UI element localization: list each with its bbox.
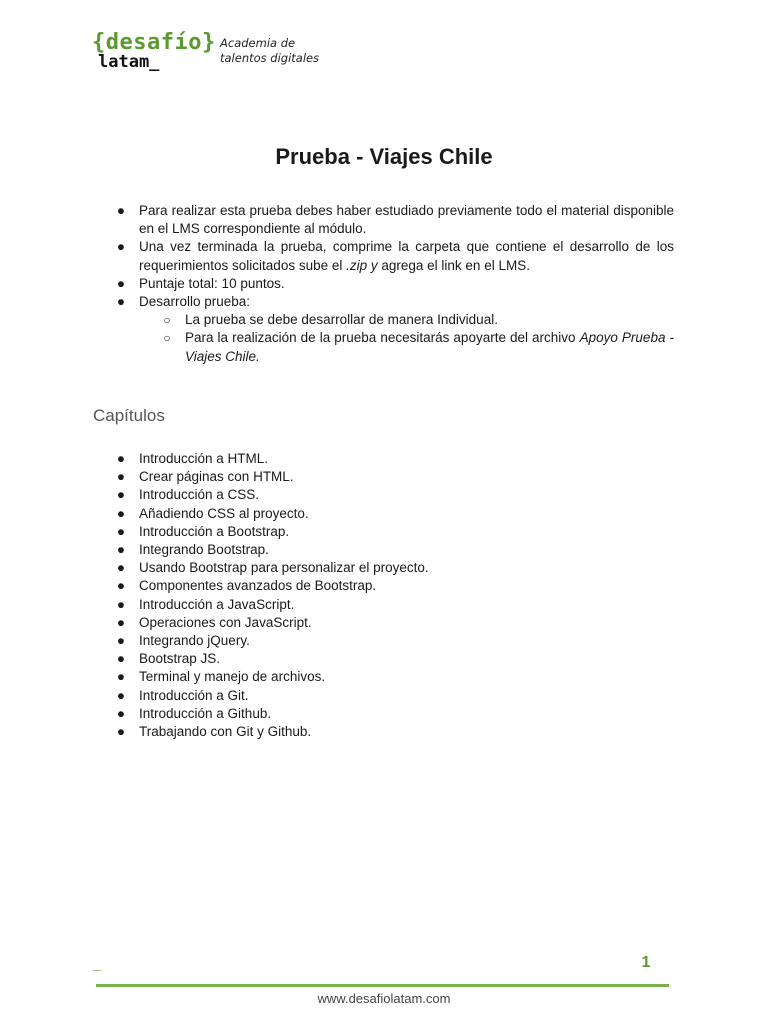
bullet-icon: ● [116,469,126,485]
bullet-icon: ● [116,633,126,649]
chapter-item-text: Introducción a Bootstrap. [139,523,290,539]
chapter-item [114,668,674,686]
chapter-item-text: Crear páginas con HTML. [139,469,294,485]
tagline-line-1: Academia de [220,36,296,50]
page-number: 1 [641,954,651,971]
chapter-item [114,468,674,486]
footer-url: www.desafiolatam.com [317,991,451,1006]
sublist-item [161,329,674,365]
sublist-item [161,311,674,329]
bullet-icon: ● [116,724,126,740]
list-item [114,238,674,274]
chapter-item [114,705,674,723]
bullet-icon: ● [116,669,126,685]
bullet-icon: ● [116,614,126,630]
chapter-item [114,723,674,741]
page-title: Prueba - Viajes Chile [275,144,493,169]
logo-tagline [220,36,319,66]
chapter-item [114,541,674,559]
chapter-item-text: Introducción a Github. [139,705,272,721]
chapter-item-text: Añadiendo CSS al proyecto. [139,505,309,521]
list-item-text: Desarrollo prueba: [139,294,251,310]
bullet-icon: ● [116,596,126,612]
chapter-item [114,614,674,632]
bullet-icon: ● [116,487,126,503]
list-item-italic: .zip y [346,257,378,273]
chapter-item [114,505,674,523]
chapter-item [114,650,674,668]
list-item [114,202,674,238]
bullet-icon: ● [116,523,126,539]
chapter-item [114,486,674,504]
list-item-text: Puntaje total: 10 puntos. [139,275,285,291]
chapter-item [114,632,674,650]
chapter-item-text: Introducción a JavaScript. [139,596,295,612]
sublist-item-text: Para la realización de la prueba necesitarás apoyarte del archivo [185,330,580,346]
chapter-item [114,596,674,614]
chapter-item [114,523,674,541]
chapter-item-text: Componentes avanzados de Bootstrap. [139,578,377,594]
bullet-icon: ● [116,294,126,310]
logo-sub-text: latam_ [98,52,160,72]
list-item-text: agrega el link en el LMS. [377,257,530,273]
footer-divider [96,984,669,987]
bullet-icon: ● [116,542,126,558]
chapter-item-text: Bootstrap JS. [139,651,221,667]
chapter-item-text: Operaciones con JavaScript. [139,614,312,630]
bullet-icon: ● [116,578,126,594]
bullet-icon: ● [116,275,126,291]
bullet-icon: ● [116,705,126,721]
list-item-text: Para realizar esta prueba debes haber estudiado previamente todo el material disponible en el LMS correspondiente al módulo. [139,203,674,237]
sublist-item-italic: Apoyo Prueba - Viajes Chile. [185,330,674,364]
chapter-item [114,687,674,705]
sublist-item-text: La prueba se debe desarrollar de manera Individual. [185,312,498,328]
chapter-item-text: Introducción a HTML. [139,451,269,466]
tagline-line-2: talentos digitales [220,51,320,65]
development-sublist [139,311,674,366]
footer-underscore-mark: _ [93,956,102,973]
bullet-icon: ● [116,239,126,255]
chapter-item-text: Introducción a Git. [139,687,249,703]
bullet-icon: ● [116,560,126,576]
chapter-item-text: Introducción a CSS. [139,487,260,503]
bullet-icon: ● [116,687,126,703]
list-item [114,275,674,293]
list-item-text: Una vez terminada la prueba, comprime la carpeta que contiene el desarrollo de los requerimientos solicitados sube el [139,239,674,273]
bullet-icon: ● [116,451,126,466]
chapter-item [114,559,674,577]
bullet-icon: ● [116,203,126,218]
chapter-item-text: Trabajando con Git y Github. [139,724,312,740]
chapters-heading: Capítulos [93,406,165,425]
bullet-icon: ● [116,505,126,521]
chapter-item-text: Integrando jQuery. [139,633,250,649]
desafio-latam-logo [92,30,352,78]
chapter-item-text: Terminal y manejo de archivos. [139,669,326,685]
chapter-item-text: Usando Bootstrap para personalizar el proyecto. [139,560,429,576]
circle-bullet-icon: ○ [163,331,171,346]
instructions-list [114,202,674,366]
bullet-icon: ● [116,651,126,667]
logo-brand-text: {desafío} [92,30,216,55]
circle-bullet-icon: ○ [163,313,171,328]
list-item [114,293,674,366]
chapter-item [114,450,674,468]
chapters-list [114,450,674,741]
chapter-item [114,577,674,595]
chapter-item-text: Integrando Bootstrap. [139,542,269,558]
